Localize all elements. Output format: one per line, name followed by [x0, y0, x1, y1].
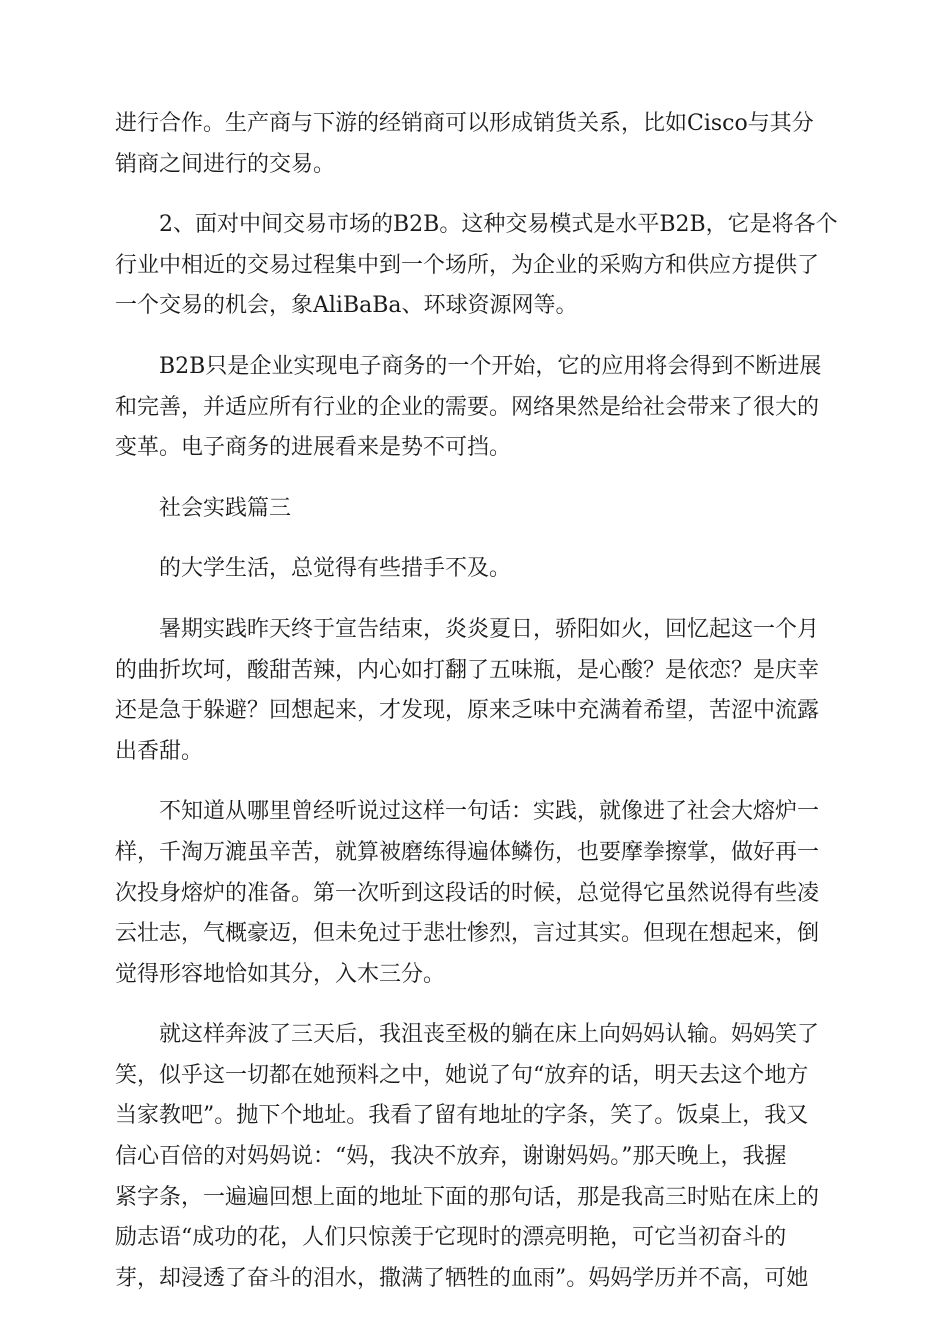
- text-line: 不知道从哪里曾经听说过这样一句话：实践，就像进了社会大熔炉一: [159, 799, 820, 825]
- text-line: 云壮志，气概豪迈，但未免过于悲壮惨烈，言过其实。但现在想起来，倒: [115, 921, 820, 947]
- text-line: 和完善，并适应所有行业的企业的需要。网络果然是给社会带来了很大的: [115, 394, 820, 420]
- paragraph-continuation: [115, 104, 830, 185]
- paragraph-practice-end: [115, 610, 830, 772]
- paragraph-intro: [115, 549, 830, 590]
- paragraph-b2b-summary: [115, 347, 830, 469]
- text-line: 出香甜。: [115, 738, 204, 764]
- paragraph-mother-story: [115, 1015, 830, 1299]
- text-line: 的曲折坎坷，酸甜苦辣，内心如打翻了五味瓶，是心酸？是依恋？是庆幸: [115, 657, 820, 683]
- text-line: 次投身熔炉的准备。第一次听到这段话的时候，总觉得它虽然说得有些凌: [115, 880, 820, 906]
- text-line: 样，千淘万漉虽辛苦，就算被磨练得遍体鳞伤，也要摩拳擦掌，做好再一: [115, 839, 820, 865]
- text-line: 芽，却浸透了奋斗的泪水，撒满了牺牲的血雨”。妈妈学历并不高，可她: [115, 1265, 809, 1291]
- section-heading: [115, 489, 830, 530]
- paragraph-furnace-quote: [115, 792, 830, 995]
- text-line: 就这样奔波了三天后，我沮丧至极的躺在床上向妈妈认输。妈妈笑了: [159, 1022, 820, 1048]
- paragraph-b2b-horizontal: [115, 205, 838, 327]
- text-line: 行业中相近的交易过程集中到一个场所，为企业的采购方和供应方提供了: [115, 252, 820, 278]
- text-line: 变革。电子商务的进展看来是势不可挡。: [115, 435, 512, 461]
- text-line: 2、面对中间交易市场的B2B。这种交易模式是水平B2B，它是将各个: [159, 212, 838, 238]
- text-line: B2B只是企业实现电子商务的一个开始，它的应用将会得到不断进展: [159, 353, 822, 379]
- text-line: 觉得形容地恰如其分，入木三分。: [115, 961, 446, 987]
- text-line: 信心百倍的对妈妈说：“妈，我决不放弃，谢谢妈妈。”那天晚上，我握: [115, 1144, 787, 1170]
- text-line: 笑，似乎这一切都在她预料之中，她说了句“放弃的话，明天去这个地方: [115, 1062, 809, 1088]
- document-body: [115, 104, 838, 1299]
- text-line: 还是急于躲避？回想起来，才发现，原来乏味中充满着希望，苦涩中流露: [115, 698, 820, 724]
- text-line: 励志语“成功的花，人们只惊羡于它现时的漂亮明艳，可它当初奋斗的: [115, 1225, 787, 1251]
- text-line: 的大学生活，总觉得有些措手不及。: [159, 556, 512, 582]
- section-title: 社会实践篇三: [159, 495, 292, 521]
- text-line: 一个交易的机会，象AliBaBa、环球资源网等。: [115, 293, 578, 319]
- text-line: 暑期实践昨天终于宣告结束，炎炎夏日，骄阳如火，回忆起这一个月: [159, 616, 820, 642]
- text-line: 进行合作。生产商与下游的经销商可以形成销货关系，比如Cisco与其分: [115, 111, 814, 136]
- text-line: 紧字条，一遍遍回想上面的地址下面的那句话，那是我高三时贴在床上的: [115, 1184, 820, 1210]
- text-line: 销商之间进行的交易。: [115, 151, 336, 177]
- text-line: 当家教吧”。抛下个地址。我看了留有地址的字条，笑了。饭桌上，我又: [115, 1103, 809, 1129]
